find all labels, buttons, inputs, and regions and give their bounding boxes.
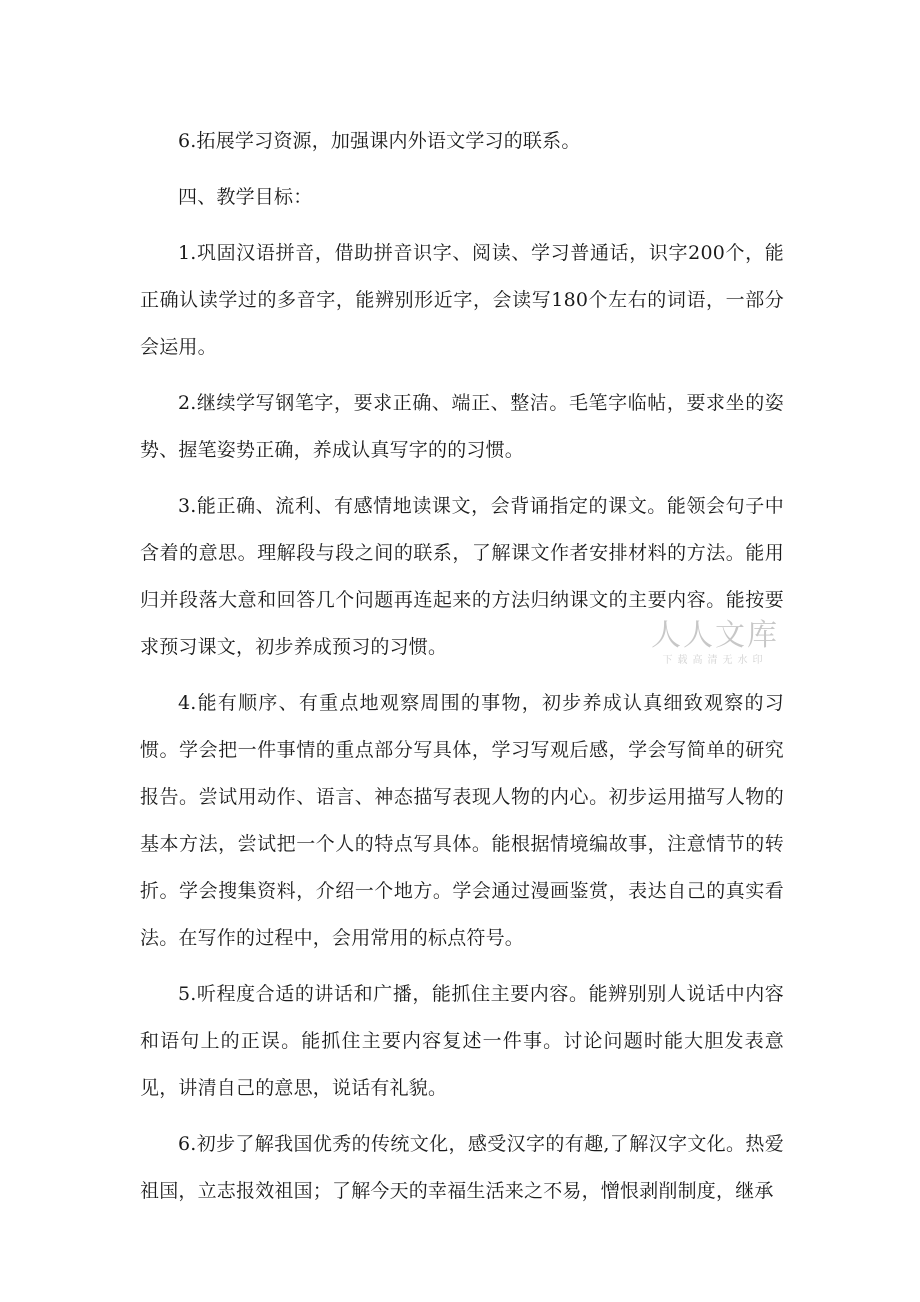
watermark-title: 人人文库 bbox=[651, 618, 779, 653]
watermark bbox=[640, 618, 790, 668]
paragraph-goal-6: 6.初步了解我国优秀的传统文化，感受汉字的有趣,了解汉字文化。热爱祖国，立志报效祖国；了解今天的幸福生活来之不易，憎恨剥削制度，继承 bbox=[140, 1133, 784, 1202]
document-body bbox=[140, 118, 784, 1224]
paragraph-goal-4: 4.能有顺序、有重点地观察周围的事物，初步养成认真细致观察的习惯。学会把一件事情的重点部分写具体，学习写观后感，学会写简单的研究报告。尝试用动作、语言、神态描写表现人物的内心。初步运用描写人物的基本方法，尝试把一个人的特点写具体。能根据情境编故事，注意情节的转折。学会搜集资料，介绍一个地方。学会通过漫画鉴赏，表达自己的真实看法。在写作的过程中，会用常用的标点符号。 bbox=[140, 692, 784, 949]
watermark-subtitle: 下载高清无水印 bbox=[662, 655, 768, 666]
heading-teaching-goals: 四、教学目标： bbox=[178, 186, 313, 208]
paragraph-goal-2: 2.继续学写钢笔字，要求正确、端正、整洁。毛笔字临帖，要求坐的姿势、握笔姿势正确，养成认真写字的的习惯。 bbox=[140, 392, 784, 461]
paragraph-resources: 6.拓展学习资源，加强课内外语文学习的联系。 bbox=[178, 130, 581, 152]
paragraph-goal-5: 5.听程度合适的讲话和广播，能抓住主要内容。能辨别别人说话中内容和语句上的正误。能抓住主要内容复述一件事。讨论问题时能大胆发表意见，讲清自己的意思，说话有礼貌。 bbox=[140, 983, 784, 1099]
paragraph-goal-1: 1.巩固汉语拼音，借助拼音识字、阅读、学习普通话，识字200个，能正确认读学过的多音字，能辨别形近字，会读写180个左右的词语，一部分会运用。 bbox=[140, 242, 784, 358]
paragraph-goal-3: 3.能正确、流利、有感情地读课文，会背诵指定的课文。能领会句子中含着的意思。理解段与段之间的联系，了解课文作者安排材料的方法。能用归并段落大意和回答几个问题再连起来的方法归纳课文的主要内容。能按要求预习课文，初步养成预习的习惯。 bbox=[140, 495, 784, 658]
